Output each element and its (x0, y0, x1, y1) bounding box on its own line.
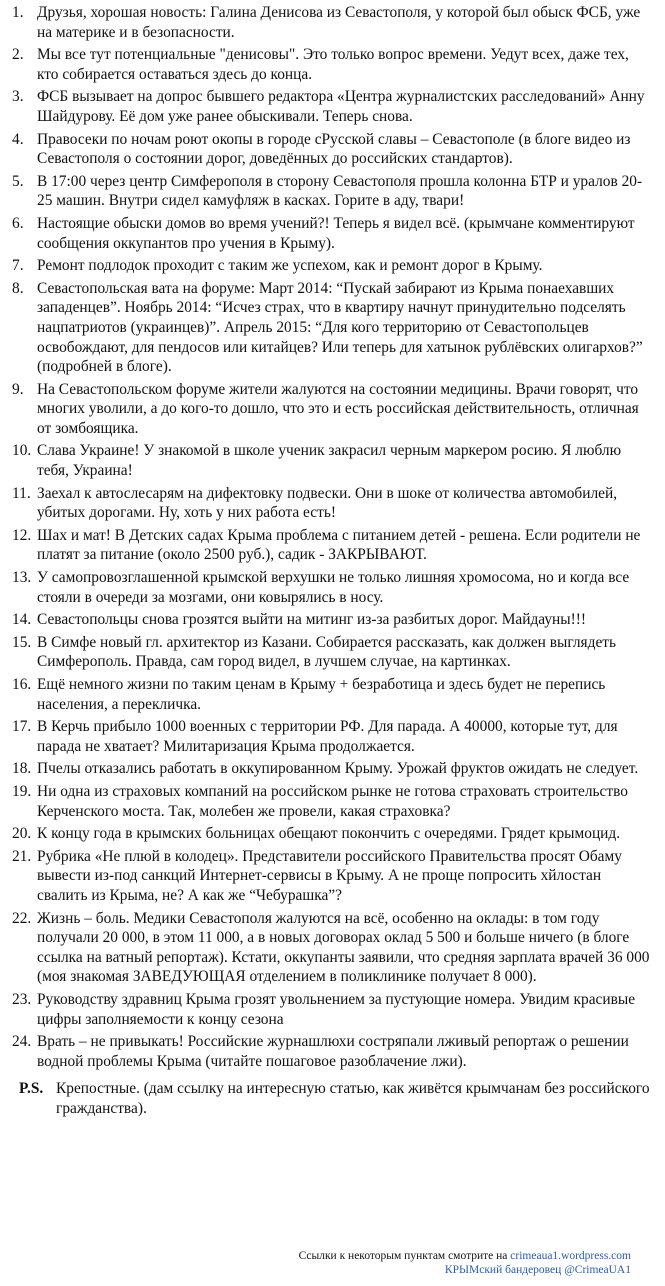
news-item-text: Ни одна из страховых компаний на российском рынке не готова страховать строительство Керченского моста. Так, молебен же провели, какая страховка? (37, 782, 628, 820)
news-item (6, 759, 653, 779)
ps-text: Крепостные. (дам ссылку на интересную статью, как живётся крымчанам без российского гражданства). (56, 1080, 650, 1117)
news-item-number: 2. (12, 46, 24, 64)
news-item-text: Друзья, хорошая новость: Галина Денисова из Севастополя, у которой был обыск ФСБ, уже на материке и в безопасности. (37, 4, 641, 41)
news-item-number: 21. (12, 847, 32, 865)
news-item-number: 5. (12, 172, 24, 190)
news-item-number: 14. (12, 611, 32, 629)
news-item (6, 847, 653, 906)
news-item-number: 4. (12, 130, 24, 148)
news-item (6, 824, 653, 844)
news-item (6, 256, 653, 276)
news-item (6, 1032, 653, 1071)
ps-label: P.S. (19, 1080, 44, 1098)
news-item-number: 3. (12, 88, 24, 106)
news-item-number: 15. (12, 633, 32, 651)
news-item-text: Жизнь – боль. Медики Севастополя жалуются на всё, особенно на оклады: в том году получали 20 000, в этом 11 000, а в новых договорах оклад 5 500 и больше ничего (в блоге ссылка на ватный репортаж). Кстати, оккупанты заявили, что средняя зарплата врачей 36 000 (моя знакомая ЗАВЕДУЮЩАЯ отделением в поликлинике получает 8 000). (37, 909, 650, 986)
footer (299, 1249, 631, 1277)
news-item-number: 17. (12, 718, 32, 736)
footer-handle[interactable]: @CrimeaUA1 (564, 1264, 631, 1276)
news-item-number: 13. (12, 569, 32, 587)
news-item (6, 610, 653, 630)
news-item-number: 10. (12, 442, 32, 460)
news-item-number: 8. (12, 279, 24, 297)
news-item-text: В Симфе новый гл. архитектор из Казани. Собирается рассказать, как должен выглядеть Симферополь. Правда, сам город видел, в лучшем случае, на картинках. (37, 633, 617, 671)
news-item-text: У самопровозглашенной крымской верхушки не только лишняя хромосома, но и когда все стояли в очереди за мозгами, они ковырялись в носу. (37, 569, 630, 606)
news-item-text: Руководству здравниц Крыма грозят увольнением за пустующие номера. Увидим красивые цифры заполняемости к концу сезона (37, 990, 636, 1028)
news-item-text: Слава Украине! У знакомой в школе ученик закрасил черным маркером росию. Я люблю тебя, Украина! (37, 442, 622, 480)
news-item-text: Севастопольцы снова грозятся выйти на митинг из-за разбитых дорог. Майдауны!!! (37, 611, 586, 629)
news-item-text: Севастопольская вата на форуме: Март 2014: “Пускай забирают из Крыма понаехавших западенцев”. Ноябрь 2014: “Исчез страх, что в квартиру начнут принудительно подселять нацпатриотов (украинцев)”. Апрель 2015: “Для кого территорию от Севастопольцев освобождают, для пендосов или китайцев? Или теперь для хатынок рублёвских олигархов?” (подробней в блоге). (37, 279, 643, 376)
news-item-number: 12. (12, 526, 32, 544)
news-item-text: Рубрика «Не плюй в колодец». Представители российского Правительства просят Обаму вывести из-под санкций Интернет-сервисы в Крыму. А не проще попросить хйлостан свалить из Крыма, не? А как же “Чебурашка”? (37, 847, 622, 904)
news-item-text: Ремонт подлодок проходит с таким же успехом, как и ремонт дорог в Крыму. (37, 257, 543, 275)
news-item-text: Ещё немного жизни по таким ценам в Крыму + безработица и здесь будет не перепись населения, а перекличка. (37, 676, 606, 713)
news-item (6, 633, 653, 672)
news-item-text: Правосеки по ночам роют окопы в городе сРусской славы – Севастополе (в блоге видео из Севастополя о состоянии дорог, доведённых до российских стандартов). (37, 130, 631, 168)
footer-site-link[interactable]: crimeaua1.wordpress.com (510, 1250, 631, 1262)
news-item-number: 16. (12, 676, 32, 693)
news-item (6, 675, 653, 714)
news-item (6, 87, 653, 126)
footer-links-prefix: Ссылки к некоторым пунктам смотрите на (298, 1250, 508, 1262)
news-item-number: 7. (12, 257, 24, 275)
news-item-text: Заехал к автослесарям на дифектовку подвески. Они в шоке от количества автомобилей, убитых дорогами. Ну, хоть у них работа есть! (37, 484, 618, 522)
postscript (6, 1079, 653, 1118)
news-list (6, 3, 653, 1071)
footer-author-line (299, 1263, 631, 1277)
news-item (6, 380, 653, 439)
news-item-text: ФСБ вызывает на допрос бывшего редактора «Центра журналистских расследований» Анну Шайдурову. Её дом уже ранее обыскивали. Теперь снова. (37, 88, 645, 125)
news-item (6, 717, 653, 756)
news-item (6, 526, 653, 565)
news-item (6, 172, 653, 211)
news-item-text: В 17:00 через центр Симферополя в сторону Севастополя прошла колонна БТР и уралов 20-25 машин. Внутри сидел камуфляж в касках. Горите в аду, твари! (37, 172, 643, 210)
news-item (6, 279, 653, 377)
news-item (6, 441, 653, 480)
news-item-text: В Керчь прибыло 1000 военных с территории РФ. Для парада. А 40000, которые тут, для парада не хватает? Милитаризация Крыма продолжается. (37, 718, 618, 755)
news-item (6, 45, 653, 84)
news-item (6, 568, 653, 607)
news-item (6, 782, 653, 821)
footer-links-line (299, 1249, 631, 1263)
news-item-number: 18. (12, 760, 32, 778)
news-item-number: 19. (12, 782, 32, 800)
news-item (6, 3, 653, 42)
news-item-number: 1. (12, 4, 24, 21)
news-item-text: Настоящие обыски домов во время учений?! Теперь я видел всё. (крымчане комментируют сообщения оккупантов про учения в Крыму). (37, 214, 635, 252)
news-item (6, 214, 653, 253)
news-item-number: 24. (12, 1033, 32, 1051)
news-item-number: 6. (12, 214, 24, 232)
news-item-text: Пчелы отказались работать в оккупированном Крыму. Урожай фруктов ожидать не следует. (37, 760, 639, 778)
news-item-text: Врать – не привыкать! Российские журнашлюхи состряпали лживый репортаж о решении водной проблемы Крыма (читайте пошаговое разоблачение лжи). (37, 1033, 629, 1070)
news-item (6, 484, 653, 523)
news-item-number: 23. (12, 990, 32, 1008)
news-item-number: 11. (12, 484, 31, 502)
news-item-number: 20. (12, 825, 32, 843)
news-item-text: К концу года в крымских больницах обещают покончить с очередями. Грядет крымоцид. (37, 825, 621, 843)
news-item-number: 22. (12, 909, 32, 927)
news-item (6, 130, 653, 169)
news-item-number: 9. (12, 380, 24, 398)
footer-author: КРЫМский бандеровец (444, 1264, 562, 1276)
news-item-text: Мы все тут потенциальные "денисовы". Это только вопрос времени. Уедут всех, даже тех, кто собирается оставаться здесь до конца. (37, 46, 629, 83)
news-item (6, 909, 653, 987)
news-item (6, 990, 653, 1029)
news-item-text: На Севастопольском форуме жители жалуются на состоянии медицины. Врачи говорят, что многих уволили, а до кого-то дошло, что это и есть российская действительность, отличная от зомбоящика. (37, 380, 639, 437)
news-item-text: Шах и мат! В Детских садах Крыма проблема с питанием детей - решена. Если родители не платят за питание (около 2500 руб.), садик - ЗАКРЫВАЮТ. (37, 526, 641, 564)
